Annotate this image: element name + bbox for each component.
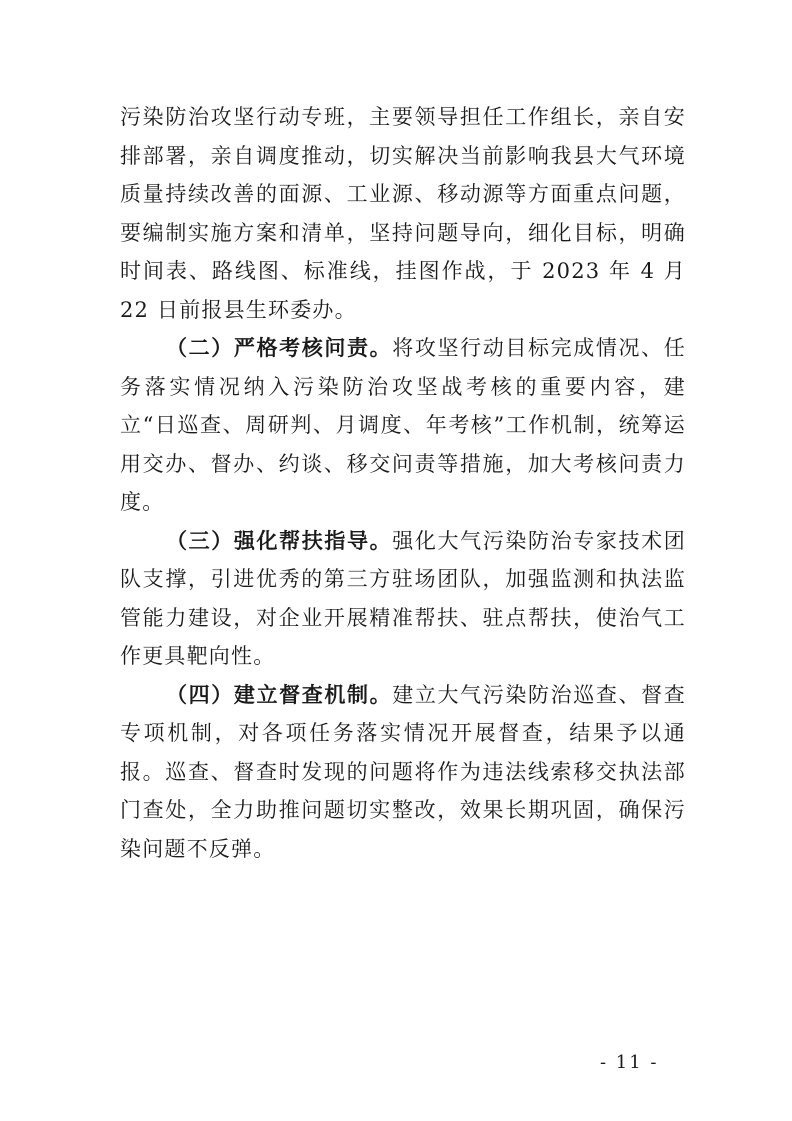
paragraph-strict-assessment [120,329,686,522]
paragraph-body: 强化大气污染防治专家技术团队支撑，引进优秀的第三方驻场团队，加强监测和执法监管能力建设，对企业开展精准帮扶、驻点帮扶，使治气工作更具靶向性。 [120,528,687,668]
paragraph-body: 将攻坚行动目标完成情况、任务落实情况纳入污染防治攻坚战考核的重要内容，建立“日巡查、周研判、月调度、年考核”工作机制，统筹运用交办、督办、约谈、移交问责等措施，加大考核问责力度。 [120,336,687,514]
paragraph-continuation [120,98,686,329]
document-body [120,98,686,868]
paragraph-inspection-mechanism [120,676,686,869]
paragraph-body: 建立大气污染防治巡查、督查专项机制，对各项任务落实情况开展督查，结果予以通报。巡查、督查时发现的问题将作为违法线索移交执法部门查处，全力助推问题切实整改，效果长期巩固，确保污染问题不反弹。 [120,682,687,861]
section-heading: （三）强化帮扶指导。 [166,527,393,553]
paragraph-guidance-support [120,522,686,676]
section-heading: （二）严格考核问责。 [166,335,393,360]
section-heading: （四）建立督查机制。 [166,681,393,707]
page-number: - 11 - [600,1052,659,1073]
paragraph-body: 污染防治攻坚行动专班，主要领导担任工作组长，亲自安排部署，亲自调度推动，切实解决当前影响我县大气环境质量持续改善的面源、工业源、移动源等方面重点问题，要编制实施方案和清单，坚持问题导向，细化目标，明确时间表、路线图、标准线，挂图作战，于 2023 年 4 月 22 日前报县生环委办。 [120,105,686,322]
